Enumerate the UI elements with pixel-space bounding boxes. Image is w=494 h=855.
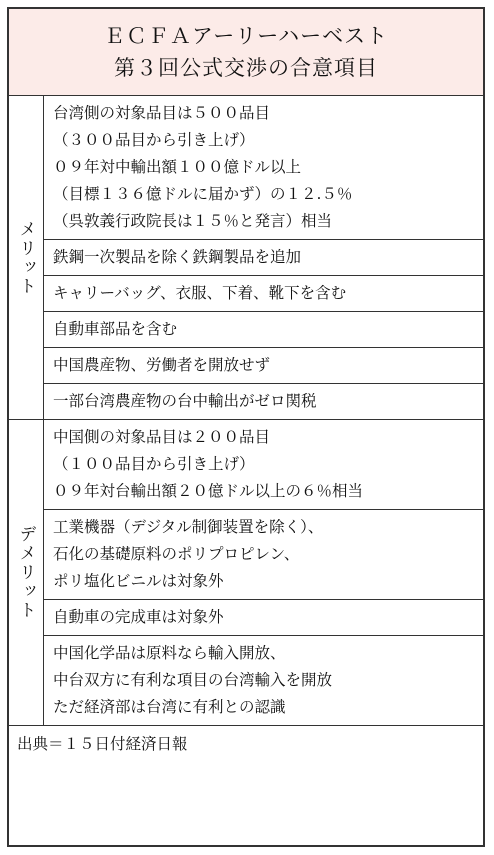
title-line-1: ＥＣＦＡアーリーハーベスト (103, 24, 389, 48)
merit-item-line: 中国農産物、労働者を開放せず (53, 356, 271, 374)
demerit-item-line: 中国化学品は原料なら輸入開放、 (53, 644, 286, 662)
demerit-item-line: ０９年対台輸出額２０億ドル以上の６％相当 (53, 482, 364, 500)
merit-side-label (9, 96, 44, 419)
demerit-label: デメリット (15, 525, 36, 620)
merit-item (44, 384, 483, 419)
merit-item (44, 96, 483, 240)
demerit-item-line: 中国側の対象品目は２００品目 (53, 428, 271, 446)
merit-items (44, 96, 483, 419)
demerit-item-line: 工業機器（デジタル制御装置を除く）、 (53, 518, 324, 536)
demerit-item-line: （１００品目から引き上げ） (53, 455, 255, 473)
demerit-item-line: ただ経済部は台湾に有利との認識 (53, 698, 286, 716)
merit-item-line: （呉敦義行政院長は１５％と発言）相当 (53, 212, 333, 230)
merit-item-line: ０９年対中輸出額１００億ドル以上 (53, 158, 302, 176)
demerit-item-line: 中台双方に有利な項目の台湾輸入を開放 (53, 671, 333, 689)
merit-section (9, 96, 483, 420)
merit-item-line: （３００品目から引き上げ） (53, 131, 255, 149)
merit-item-line: キャリーバッグ、衣服、下着、靴下を含む (53, 284, 347, 302)
merit-item-line: （目標１３６億ドルに届かず）の１２.５％ (53, 185, 353, 203)
merit-item-line: 台湾側の対象品目は５００品目 (53, 104, 271, 122)
demerit-item-line: ポリ塩化ビニルは対象外 (53, 572, 224, 590)
demerit-item (44, 636, 483, 725)
table-title (9, 9, 483, 96)
merit-item (44, 312, 483, 348)
demerit-item (44, 510, 483, 600)
merit-item-line: 自動車部品を含む (53, 320, 178, 338)
demerit-side-label (9, 420, 44, 725)
demerit-item-line: 自動車の完成車は対象外 (53, 608, 224, 626)
merit-label: メリット (15, 219, 36, 296)
merit-item-line: 一部台湾農産物の台中輸出がゼロ関税 (53, 392, 317, 410)
merit-item (44, 240, 483, 276)
demerit-item (44, 600, 483, 636)
merit-item-line: 鉄鋼一次製品を除く鉄鋼製品を追加 (53, 248, 302, 266)
demerit-section (9, 420, 483, 726)
agreement-table (7, 7, 485, 847)
demerit-item (44, 420, 483, 510)
title-line-2: 第３回公式交渉の合意項目 (114, 56, 378, 80)
merit-item (44, 348, 483, 384)
source-note: 出典＝１５日付経済日報 (17, 735, 188, 753)
demerit-items (44, 420, 483, 725)
merit-item (44, 276, 483, 312)
demerit-item-line: 石化の基礎原料のポリプロピレン、 (53, 545, 300, 563)
